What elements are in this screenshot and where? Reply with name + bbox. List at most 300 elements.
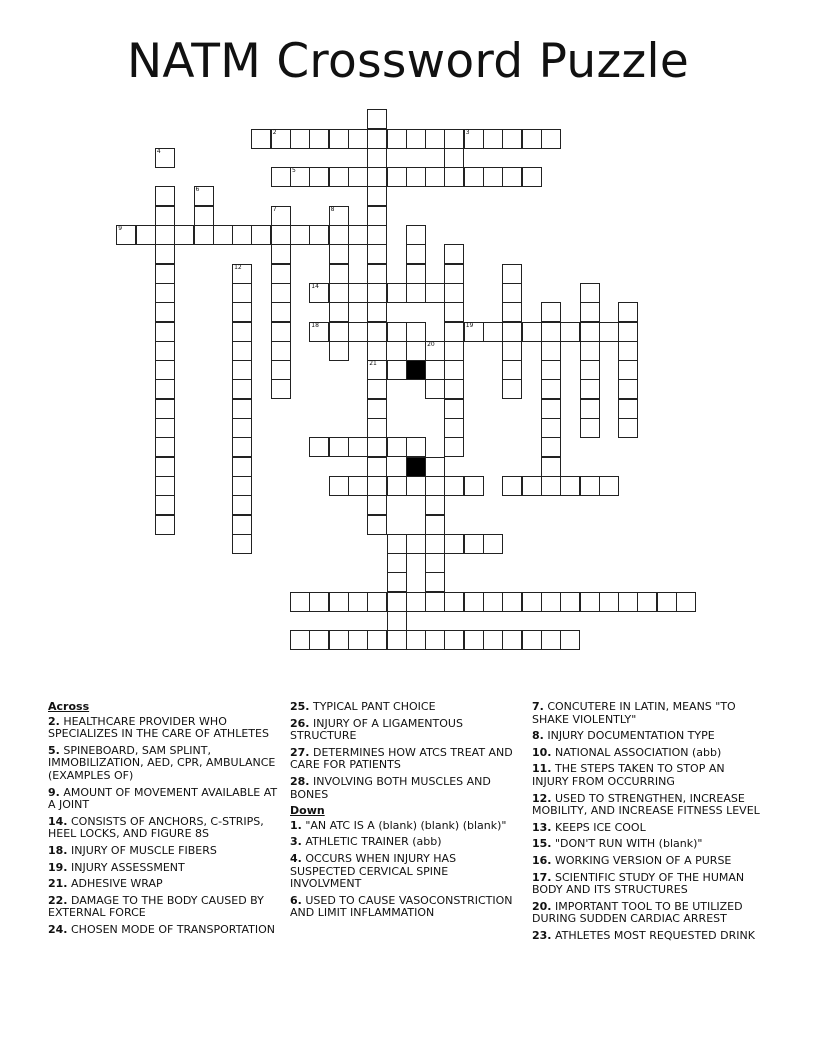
crossword-cell[interactable]	[483, 592, 503, 612]
blocked-cell	[406, 457, 426, 477]
crossword-cell[interactable]	[367, 457, 387, 477]
crossword-cell[interactable]	[232, 379, 252, 399]
crossword-cell[interactable]	[676, 592, 696, 612]
crossword-cell[interactable]	[618, 360, 638, 380]
crossword-cell[interactable]	[367, 206, 387, 226]
crossword-cell[interactable]	[329, 630, 349, 650]
crossword-cell[interactable]	[599, 592, 619, 612]
crossword-cell[interactable]	[425, 129, 445, 149]
crossword-cell[interactable]	[444, 418, 464, 438]
clue-number: 7	[272, 205, 277, 213]
crossword-cell[interactable]	[387, 283, 407, 303]
crossword-cell[interactable]	[155, 457, 175, 477]
crossword-cell[interactable]	[387, 437, 407, 457]
crossword-cell[interactable]	[580, 302, 600, 322]
crossword-cell[interactable]	[464, 322, 484, 342]
crossword-cell[interactable]	[232, 360, 252, 380]
crossword-cell[interactable]	[194, 186, 214, 206]
crossword-cell[interactable]	[155, 437, 175, 457]
clue-number: 3	[465, 128, 470, 136]
crossword-cell[interactable]	[348, 630, 368, 650]
crossword-cell[interactable]	[232, 322, 252, 342]
clue-item	[290, 747, 522, 772]
crossword-cell[interactable]	[367, 129, 387, 149]
clue-number: 2	[272, 128, 277, 136]
crossword-cell[interactable]	[425, 515, 445, 535]
crossword-cell[interactable]	[271, 129, 291, 149]
crossword-cell[interactable]	[444, 283, 464, 303]
crossword-cell[interactable]	[348, 129, 368, 149]
clue-item	[290, 718, 522, 743]
crossword-cell[interactable]	[271, 302, 291, 322]
crossword-cell[interactable]	[367, 379, 387, 399]
crossword-cell[interactable]	[541, 437, 561, 457]
crossword-cell[interactable]	[580, 341, 600, 361]
clue-item	[532, 747, 764, 760]
crossword-cell[interactable]	[155, 418, 175, 438]
crossword-cell[interactable]	[502, 129, 522, 149]
clue-item-text: INJURY ASSESSMENT	[67, 860, 185, 874]
across-clue-list-continued	[290, 701, 522, 801]
clue-item-number: 11.	[532, 762, 552, 776]
clue-item	[532, 930, 764, 943]
crossword-cell[interactable]	[444, 148, 464, 168]
crossword-cell[interactable]	[502, 360, 522, 380]
clue-number: 4	[156, 147, 161, 155]
clue-item-number: 21.	[48, 877, 68, 891]
clue-item	[48, 745, 280, 783]
crossword-cell[interactable]	[541, 630, 561, 650]
clue-item-number: 26.	[290, 716, 310, 730]
crossword-cell[interactable]	[599, 322, 619, 342]
crossword-cell[interactable]	[406, 630, 426, 650]
crossword-cell[interactable]	[444, 322, 464, 342]
crossword-cell[interactable]	[367, 630, 387, 650]
crossword-cell[interactable]	[194, 206, 214, 226]
crossword-cell[interactable]	[580, 592, 600, 612]
clue-item-text: INJURY OF A LIGAMENTOUS STRUCTURE	[290, 716, 463, 743]
crossword-cell[interactable]	[309, 225, 329, 245]
crossword-cell[interactable]	[444, 630, 464, 650]
crossword-cell[interactable]	[232, 283, 252, 303]
crossword-cell[interactable]	[560, 630, 580, 650]
crossword-cell[interactable]	[425, 495, 445, 515]
crossword-cell[interactable]	[271, 360, 291, 380]
crossword-cell[interactable]	[406, 592, 426, 612]
crossword-cell[interactable]	[387, 630, 407, 650]
crossword-cell[interactable]	[309, 437, 329, 457]
crossword-cell[interactable]	[232, 341, 252, 361]
crossword-cell[interactable]	[232, 437, 252, 457]
crossword-cell[interactable]	[367, 283, 387, 303]
crossword-cell[interactable]	[444, 129, 464, 149]
crossword-cell[interactable]	[155, 148, 175, 168]
crossword-cell[interactable]	[541, 379, 561, 399]
crossword-cell[interactable]	[155, 264, 175, 284]
crossword-cell[interactable]	[309, 167, 329, 187]
crossword-cell[interactable]	[367, 264, 387, 284]
crossword-cell[interactable]	[174, 225, 194, 245]
crossword-cell[interactable]	[502, 302, 522, 322]
crossword-cell[interactable]	[329, 341, 349, 361]
crossword-cell[interactable]	[541, 418, 561, 438]
crossword-cell[interactable]	[329, 322, 349, 342]
crossword-cell[interactable]	[348, 225, 368, 245]
crossword-cell[interactable]	[406, 341, 426, 361]
crossword-cell[interactable]	[541, 592, 561, 612]
crossword-cell[interactable]	[444, 534, 464, 554]
crossword-cell[interactable]	[155, 495, 175, 515]
crossword-cell[interactable]	[232, 264, 252, 284]
crossword-cell[interactable]	[502, 264, 522, 284]
crossword-cell[interactable]	[367, 515, 387, 535]
crossword-cell[interactable]	[329, 167, 349, 187]
crossword-cell[interactable]	[387, 592, 407, 612]
crossword-cell[interactable]	[271, 264, 291, 284]
crossword-cell[interactable]	[502, 167, 522, 187]
crossword-cell[interactable]	[232, 495, 252, 515]
crossword-cell[interactable]	[444, 399, 464, 419]
crossword-cell[interactable]	[232, 399, 252, 419]
crossword-cell[interactable]	[387, 476, 407, 496]
crossword-cell[interactable]	[329, 283, 349, 303]
crossword-cell[interactable]	[367, 399, 387, 419]
crossword-cell[interactable]	[271, 225, 291, 245]
crossword-cell[interactable]	[155, 379, 175, 399]
blocked-cell	[406, 360, 426, 380]
crossword-cell[interactable]	[425, 534, 445, 554]
crossword-cell[interactable]	[425, 457, 445, 477]
crossword-cell[interactable]	[522, 129, 542, 149]
crossword-cell[interactable]	[271, 206, 291, 226]
crossword-cell[interactable]	[155, 341, 175, 361]
clue-item-text: CONCUTERE IN LATIN, MEANS "TO SHAKE VIOLENTLY"	[532, 700, 736, 726]
crossword-cell[interactable]	[541, 399, 561, 419]
crossword-cell[interactable]	[367, 322, 387, 342]
across-heading: Across	[48, 700, 90, 713]
crossword-cell[interactable]	[425, 476, 445, 496]
clues-column-1	[48, 701, 280, 941]
crossword-cell[interactable]	[232, 457, 252, 477]
crossword-cell[interactable]	[290, 592, 310, 612]
crossword-cell[interactable]	[309, 322, 329, 342]
crossword-cell[interactable]	[541, 302, 561, 322]
crossword-cell[interactable]	[232, 302, 252, 322]
crossword-cell[interactable]	[483, 322, 503, 342]
crossword-cell[interactable]	[290, 129, 310, 149]
crossword-cell[interactable]	[271, 322, 291, 342]
clue-item-number: 12.	[532, 791, 552, 805]
crossword-cell[interactable]	[444, 592, 464, 612]
crossword-cell[interactable]	[155, 360, 175, 380]
crossword-cell[interactable]	[560, 322, 580, 342]
crossword-cell[interactable]	[580, 399, 600, 419]
crossword-cell[interactable]	[541, 129, 561, 149]
crossword-cell[interactable]	[329, 264, 349, 284]
crossword-cell[interactable]	[232, 418, 252, 438]
crossword-cell[interactable]	[483, 167, 503, 187]
crossword-cell[interactable]	[425, 553, 445, 573]
crossword-cell[interactable]	[502, 283, 522, 303]
clue-item-number: 27.	[290, 745, 310, 759]
crossword-cell[interactable]	[425, 283, 445, 303]
crossword-cell[interactable]	[329, 302, 349, 322]
clue-item	[48, 862, 280, 875]
crossword-cell[interactable]	[406, 225, 426, 245]
crossword-cell[interactable]	[213, 225, 233, 245]
crossword-cell[interactable]	[541, 341, 561, 361]
crossword-cell[interactable]	[483, 534, 503, 554]
crossword-cell[interactable]	[618, 341, 638, 361]
crossword-cell[interactable]	[271, 244, 291, 264]
crossword-cell[interactable]	[502, 630, 522, 650]
crossword-cell[interactable]	[425, 572, 445, 592]
clue-item-text: IMPORTANT TOOL TO BE UTILIZED DURING SUDDEN CARDIAC ARREST	[532, 899, 743, 926]
crossword-cell[interactable]	[560, 476, 580, 496]
crossword-cell[interactable]	[522, 476, 542, 496]
crossword-cell[interactable]	[348, 167, 368, 187]
crossword-cell[interactable]	[406, 322, 426, 342]
crossword-cell[interactable]	[387, 129, 407, 149]
crossword-cell[interactable]	[309, 129, 329, 149]
crossword-cell[interactable]	[618, 592, 638, 612]
crossword-cell[interactable]	[541, 322, 561, 342]
clue-item-text: ATHLETES MOST REQUESTED DRINK	[551, 928, 755, 942]
crossword-cell[interactable]	[580, 418, 600, 438]
crossword-cell[interactable]	[406, 437, 426, 457]
crossword-cell[interactable]	[367, 437, 387, 457]
crossword-cell[interactable]	[367, 167, 387, 187]
clue-item	[290, 701, 522, 714]
crossword-cell[interactable]	[444, 302, 464, 322]
crossword-cell[interactable]	[309, 283, 329, 303]
crossword-cell[interactable]	[541, 476, 561, 496]
down-clue-list-continued	[532, 701, 764, 943]
crossword-cell[interactable]	[155, 283, 175, 303]
crossword-cell[interactable]	[406, 283, 426, 303]
crossword-cell[interactable]	[348, 592, 368, 612]
crossword-cell[interactable]	[580, 283, 600, 303]
crossword-cell[interactable]	[348, 322, 368, 342]
crossword-cell[interactable]	[425, 360, 445, 380]
crossword-cell[interactable]	[136, 225, 156, 245]
crossword-cell[interactable]	[464, 534, 484, 554]
crossword-cell[interactable]	[348, 283, 368, 303]
crossword-cell[interactable]	[116, 225, 136, 245]
clue-item-number: 28.	[290, 774, 310, 788]
crossword-cell[interactable]	[232, 476, 252, 496]
crossword-cell[interactable]	[271, 379, 291, 399]
crossword-cell[interactable]	[155, 399, 175, 419]
crossword-cell[interactable]	[502, 476, 522, 496]
crossword-cell[interactable]	[522, 630, 542, 650]
crossword-cell[interactable]	[387, 534, 407, 554]
crossword-cell[interactable]	[367, 302, 387, 322]
crossword-cell[interactable]	[406, 264, 426, 284]
crossword-cell[interactable]	[367, 244, 387, 264]
crossword-cell[interactable]	[387, 360, 407, 380]
crossword-cell[interactable]	[155, 302, 175, 322]
crossword-cell[interactable]	[464, 167, 484, 187]
crossword-cell[interactable]	[541, 457, 561, 477]
clue-item-text: "DON'T RUN WITH (blank)"	[551, 837, 703, 851]
crossword-cell[interactable]	[618, 322, 638, 342]
crossword-cell[interactable]	[290, 225, 310, 245]
crossword-cell[interactable]	[444, 341, 464, 361]
crossword-cell[interactable]	[251, 129, 271, 149]
crossword-cell[interactable]	[580, 322, 600, 342]
crossword-cell[interactable]	[387, 322, 407, 342]
crossword-cell[interactable]	[271, 283, 291, 303]
crossword-cell[interactable]	[387, 611, 407, 631]
crossword-cell[interactable]	[155, 476, 175, 496]
crossword-cell[interactable]	[522, 167, 542, 187]
crossword-cell[interactable]	[425, 592, 445, 612]
crossword-cell[interactable]	[560, 592, 580, 612]
crossword-cell[interactable]	[502, 592, 522, 612]
crossword-cell[interactable]	[155, 322, 175, 342]
crossword-cell[interactable]	[502, 379, 522, 399]
crossword-cell[interactable]	[444, 264, 464, 284]
down-clue-list	[290, 820, 522, 920]
crossword-cell[interactable]	[599, 476, 619, 496]
crossword-cell[interactable]	[425, 341, 445, 361]
clue-item-text: KEEPS ICE COOL	[551, 820, 646, 834]
crossword-cell[interactable]	[541, 360, 561, 380]
crossword-cell[interactable]	[387, 553, 407, 573]
crossword-cell[interactable]	[290, 167, 310, 187]
crossword-cell[interactable]	[618, 379, 638, 399]
crossword-cell[interactable]	[367, 592, 387, 612]
crossword-cell[interactable]	[406, 244, 426, 264]
clue-number: 8	[330, 205, 335, 213]
crossword-cell[interactable]	[502, 341, 522, 361]
clue-item-number: 7.	[532, 700, 544, 713]
crossword-cell[interactable]	[329, 225, 349, 245]
crossword-cell[interactable]	[309, 630, 329, 650]
clue-number: 5	[292, 167, 296, 175]
clue-item	[532, 730, 764, 743]
crossword-cell[interactable]	[483, 630, 503, 650]
crossword-cell[interactable]	[637, 592, 657, 612]
crossword-cell[interactable]	[464, 630, 484, 650]
crossword-cell[interactable]	[618, 302, 638, 322]
crossword-cell[interactable]	[367, 186, 387, 206]
clue-item-text: USED TO CAUSE VASOCONSTRICTION AND LIMIT INFLAMMATION	[290, 893, 513, 920]
crossword-cell[interactable]	[232, 534, 252, 554]
clue-number: 18	[311, 321, 319, 329]
crossword-cell[interactable]	[329, 129, 349, 149]
crossword-cell[interactable]	[367, 495, 387, 515]
crossword-cell[interactable]	[502, 322, 522, 342]
crossword-cell[interactable]	[464, 592, 484, 612]
crossword-cell[interactable]	[367, 476, 387, 496]
crossword-cell[interactable]	[444, 360, 464, 380]
crossword-cell[interactable]	[387, 572, 407, 592]
clue-item-number: 19.	[48, 860, 68, 874]
crossword-cell[interactable]	[155, 244, 175, 264]
crossword-cell[interactable]	[329, 476, 349, 496]
clue-number: 9	[118, 225, 123, 232]
clue-item-number: 1.	[290, 818, 302, 832]
crossword-cell[interactable]	[464, 476, 484, 496]
crossword-cell[interactable]	[406, 476, 426, 496]
crossword-cell[interactable]	[290, 630, 310, 650]
crossword-cell[interactable]	[580, 476, 600, 496]
clue-number: 14	[311, 282, 319, 290]
clue-item-number: 18.	[48, 843, 68, 857]
crossword-cell[interactable]	[444, 167, 464, 187]
crossword-cell[interactable]	[232, 225, 252, 245]
crossword-cell[interactable]	[329, 592, 349, 612]
crossword-cell[interactable]	[367, 341, 387, 361]
clue-item	[532, 872, 764, 897]
crossword-cell[interactable]	[425, 167, 445, 187]
crossword-cell[interactable]	[444, 244, 464, 264]
crossword-cell[interactable]	[329, 244, 349, 264]
crossword-cell[interactable]	[194, 225, 214, 245]
clue-item	[532, 793, 764, 818]
crossword-cell[interactable]	[444, 476, 464, 496]
crossword-cell[interactable]	[155, 186, 175, 206]
crossword-cell[interactable]	[155, 225, 175, 245]
crossword-cell[interactable]	[367, 148, 387, 168]
crossword-cell[interactable]	[522, 592, 542, 612]
crossword-cell[interactable]	[329, 206, 349, 226]
clue-item	[290, 853, 522, 891]
crossword-cell[interactable]	[329, 437, 349, 457]
crossword-cell[interactable]	[406, 129, 426, 149]
clue-item-text: INJURY DOCUMENTATION TYPE	[543, 729, 715, 743]
crossword-cell[interactable]	[522, 322, 542, 342]
crossword-cell[interactable]	[425, 379, 445, 399]
crossword-cell[interactable]	[387, 167, 407, 187]
crossword-cell[interactable]	[444, 379, 464, 399]
clue-item-number: 25.	[290, 700, 310, 713]
crossword-cell[interactable]	[367, 225, 387, 245]
clue-item	[290, 895, 522, 920]
crossword-cell[interactable]	[444, 437, 464, 457]
crossword-cell[interactable]	[367, 109, 387, 129]
crossword-cell[interactable]	[348, 437, 368, 457]
crossword-cell[interactable]	[406, 534, 426, 554]
crossword-cell[interactable]	[367, 418, 387, 438]
crossword-cell[interactable]	[232, 515, 252, 535]
clue-item-text: HEALTHCARE PROVIDER WHO SPECIALIZES IN THE CARE OF ATHLETES	[48, 714, 269, 741]
crossword-cell[interactable]	[251, 225, 271, 245]
crossword-cell[interactable]	[657, 592, 677, 612]
crossword-cell[interactable]	[309, 592, 329, 612]
crossword-cell[interactable]	[155, 515, 175, 535]
crossword-cell[interactable]	[367, 360, 387, 380]
crossword-cell[interactable]	[155, 206, 175, 226]
clue-item-text: DETERMINES HOW ATCS TREAT AND CARE FOR PATIENTS	[290, 745, 513, 772]
crossword-cell[interactable]	[271, 167, 291, 187]
clue-number: 19	[465, 321, 474, 329]
crossword-cell[interactable]	[580, 360, 600, 380]
crossword-cell[interactable]	[406, 167, 426, 187]
crossword-cell[interactable]	[464, 129, 484, 149]
crossword-cell[interactable]	[271, 341, 291, 361]
clue-item-number: 5.	[48, 743, 60, 757]
crossword-cell[interactable]	[618, 418, 638, 438]
crossword-cell[interactable]	[425, 630, 445, 650]
crossword-cell[interactable]	[580, 379, 600, 399]
crossword-cell[interactable]	[618, 399, 638, 419]
crossword-cell[interactable]	[483, 129, 503, 149]
crossword-cell[interactable]	[348, 476, 368, 496]
clue-item	[48, 816, 280, 841]
